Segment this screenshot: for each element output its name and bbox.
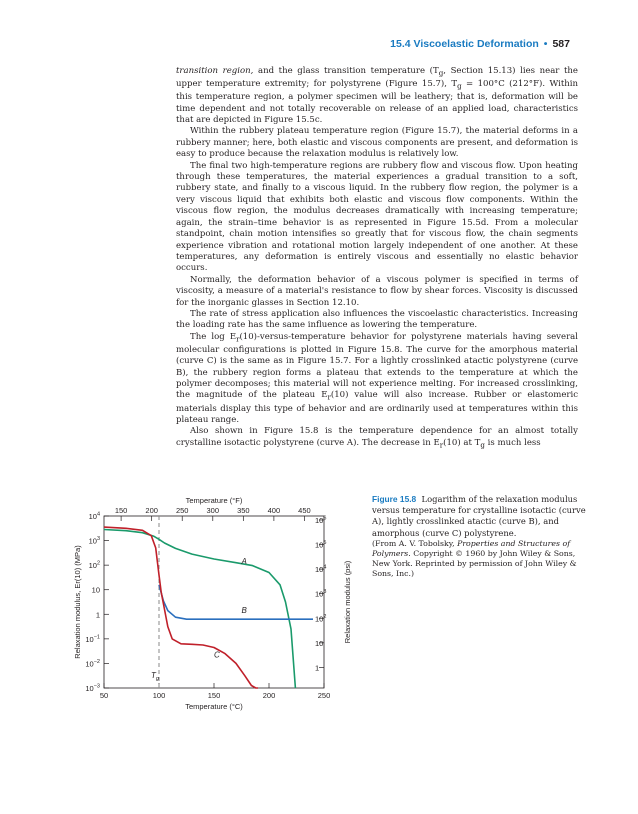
y-tick-label: 1 [95, 610, 100, 620]
y-tick-label: $10^{-3}$ [85, 683, 100, 693]
curve-label-a: A [241, 556, 247, 566]
top-tick-label: 450 [298, 506, 311, 515]
top-tick-label: 150 [114, 506, 128, 515]
p1-text-d: , Section 15.13) lies near the upper temperature extremity; for polystyrene (Figure 15.7), T [176, 66, 578, 90]
figure-15-8 [72, 490, 372, 810]
relaxation-modulus-chart [72, 490, 372, 810]
p7-sub-g: g [480, 440, 485, 450]
p6-sub-r2: r [327, 393, 331, 403]
top-axis-title: Temperature (°F) [185, 496, 243, 505]
y-tick-label: $10^3$ [88, 536, 100, 546]
paragraph-2: Within the rubbery plateau temperature region (Figure 15.7), the material deforms in a rubbery manner; here, both elastic and viscous components are present, and deformation is easy to produce because the relaxation modulus is relatively low. [176, 126, 578, 160]
y-axis-title: Relaxation modulus, Er(10) (MPa) [73, 545, 82, 659]
x-tick-label: 50 [99, 691, 109, 700]
body-text [176, 66, 578, 451]
p6-text-a: The log E [190, 331, 237, 342]
header-separator: • [543, 38, 548, 50]
p7-text-a: Also shown in Figure 15.8 is the temperature dependence for an almost totally crystalline isotactic polystyrene (curve A). The decrease in E [176, 426, 578, 448]
caption-source [372, 539, 588, 580]
top-tick-label: 300 [206, 506, 220, 515]
curve-label-b: B [241, 606, 247, 616]
source-book-title: Properties and Structures of Polymers [372, 538, 571, 559]
p7-text-c: (10) at T [443, 437, 481, 448]
x-tick-label: 100 [152, 691, 166, 700]
right-axis-title: Relaxation modulus (psi) [343, 560, 352, 644]
right-tick-label: 10 [315, 638, 324, 648]
y-tick-label: 10 [91, 585, 100, 595]
header-section-title: 15.4 Viscoelastic Deformation [390, 38, 539, 50]
p6-sub-r: r [236, 334, 240, 344]
figure-caption [372, 494, 588, 580]
paragraph-1 [176, 66, 578, 126]
p7-text-e: is much less [484, 437, 541, 448]
x-tick-label: 150 [207, 691, 221, 700]
y-tick-label: $10^2$ [88, 560, 100, 571]
p1-text-f: = 100°C (212°F). Within this temperature region, a polymer specimen will be leathery; that is, deformation will be time dependent and not totally recoverable on release of an applied load, characteristics that are depicted in Figure 15.5c. [176, 79, 578, 126]
top-tick-label: 200 [145, 506, 158, 515]
source-text-a: (From A. V. Tobolsky, [372, 538, 458, 548]
curve-label-c: C [214, 650, 220, 660]
right-tick-label: $10^4$ [315, 564, 327, 575]
source-text-c: . Copyright © 1960 by John Wiley & Sons, New York. Reprinted by permission of John Wiley & Sons, Inc.) [372, 549, 577, 579]
curve-a [104, 530, 295, 689]
p6-text-c: (10)-versus-temperature behavior for polystyrene materials having several molecular configurations is plotted in Figure 15.8. The curve for the amorphous material (curve C) is the same as in Figure 15.7. For a lightly crosslinked atactic polystyrene (curve B), the rubbery region forms a plateau that extends to the temperature at which the polymer decomposes; this material will not experience melting. For increased crosslinking, the magnitude of the plateau E [176, 331, 578, 401]
x-tick-label: 250 [317, 691, 331, 700]
x-tick-label: 200 [262, 691, 276, 700]
top-tick-label: 350 [237, 506, 250, 515]
tg-label: $T_g$ [151, 671, 159, 682]
paragraph-3: The final two high-temperature regions are rubbery flow and viscous flow. Upon heating through these temperatures, the material experiences a gradual transition to a soft, rubbery state, and finally to a viscous liquid. In the rubbery flow region, the polymer is a very viscous liquid that exhibits both elastic and viscous flow components. Within the viscous flow region, the modulus decreases dramatically with increasing temperature; again, the strain–time behavior is as represented in Figure 15.5d. From a molecular standpoint, chain motion intensifies so greatly that for viscous flow, the chain segments experience vibration and rotational motion largely independent of one another. At these temperatures, any deformation is entirely viscous and essentially no elastic behavior occurs. [176, 160, 578, 274]
y-tick-label: $10^{-1}$ [85, 634, 100, 644]
right-tick-label: $10^5$ [315, 540, 327, 550]
right-tick-label: $10^6$ [315, 515, 327, 525]
p1-text-b: and the glass transition temperature (T [253, 66, 439, 76]
running-header [380, 38, 570, 50]
curve-c [104, 527, 258, 688]
right-tick-label: $10^3$ [315, 589, 327, 599]
curve-b [159, 585, 313, 619]
plot-frame [104, 515, 327, 688]
x-axis-title: Temperature (°C) [185, 702, 243, 711]
term-transition-region: transition region, [176, 66, 254, 76]
caption-label: Figure 15.8 [372, 494, 417, 504]
top-tick-label: 400 [267, 506, 281, 515]
paragraph-6 [176, 332, 578, 427]
paragraph-7 [176, 426, 578, 451]
p1-sub-g2: g [457, 81, 462, 91]
paragraph-4: Normally, the deformation behavior of a viscous polymer is specified in terms of viscosity, a measure of a material's resistance to flow by shear forces. Viscosity is discussed for the inorganic glasses in Section 12.10. [176, 274, 578, 308]
caption-text: Logarithm of the relaxation modulus versus temperature for crystalline isotactic (curve A), lightly crosslinked atactic (curve B), and amorphous (curve C) polystyrene. [372, 494, 586, 538]
p7-sub-r: r [439, 440, 444, 450]
top-tick-label: 250 [175, 506, 189, 515]
page-number: 587 [552, 38, 570, 50]
p6-text-e: (10) value will also increase. Rubber or elastomeric materials display this type of behavior and are ordinarily used at temperatures within this plateau range. [176, 390, 578, 425]
y-tick-label: $10^4$ [88, 511, 100, 521]
p1-sub-g: g [438, 68, 444, 78]
right-tick-label: 1 [315, 663, 320, 673]
right-tick-label: $10^2$ [315, 613, 327, 624]
y-tick-label: $10^{-2}$ [85, 658, 100, 669]
paragraph-5: The rate of stress application also influences the viscoelastic characteristics. Increasing the loading rate has the same influence as lowering the temperature. [176, 308, 578, 331]
